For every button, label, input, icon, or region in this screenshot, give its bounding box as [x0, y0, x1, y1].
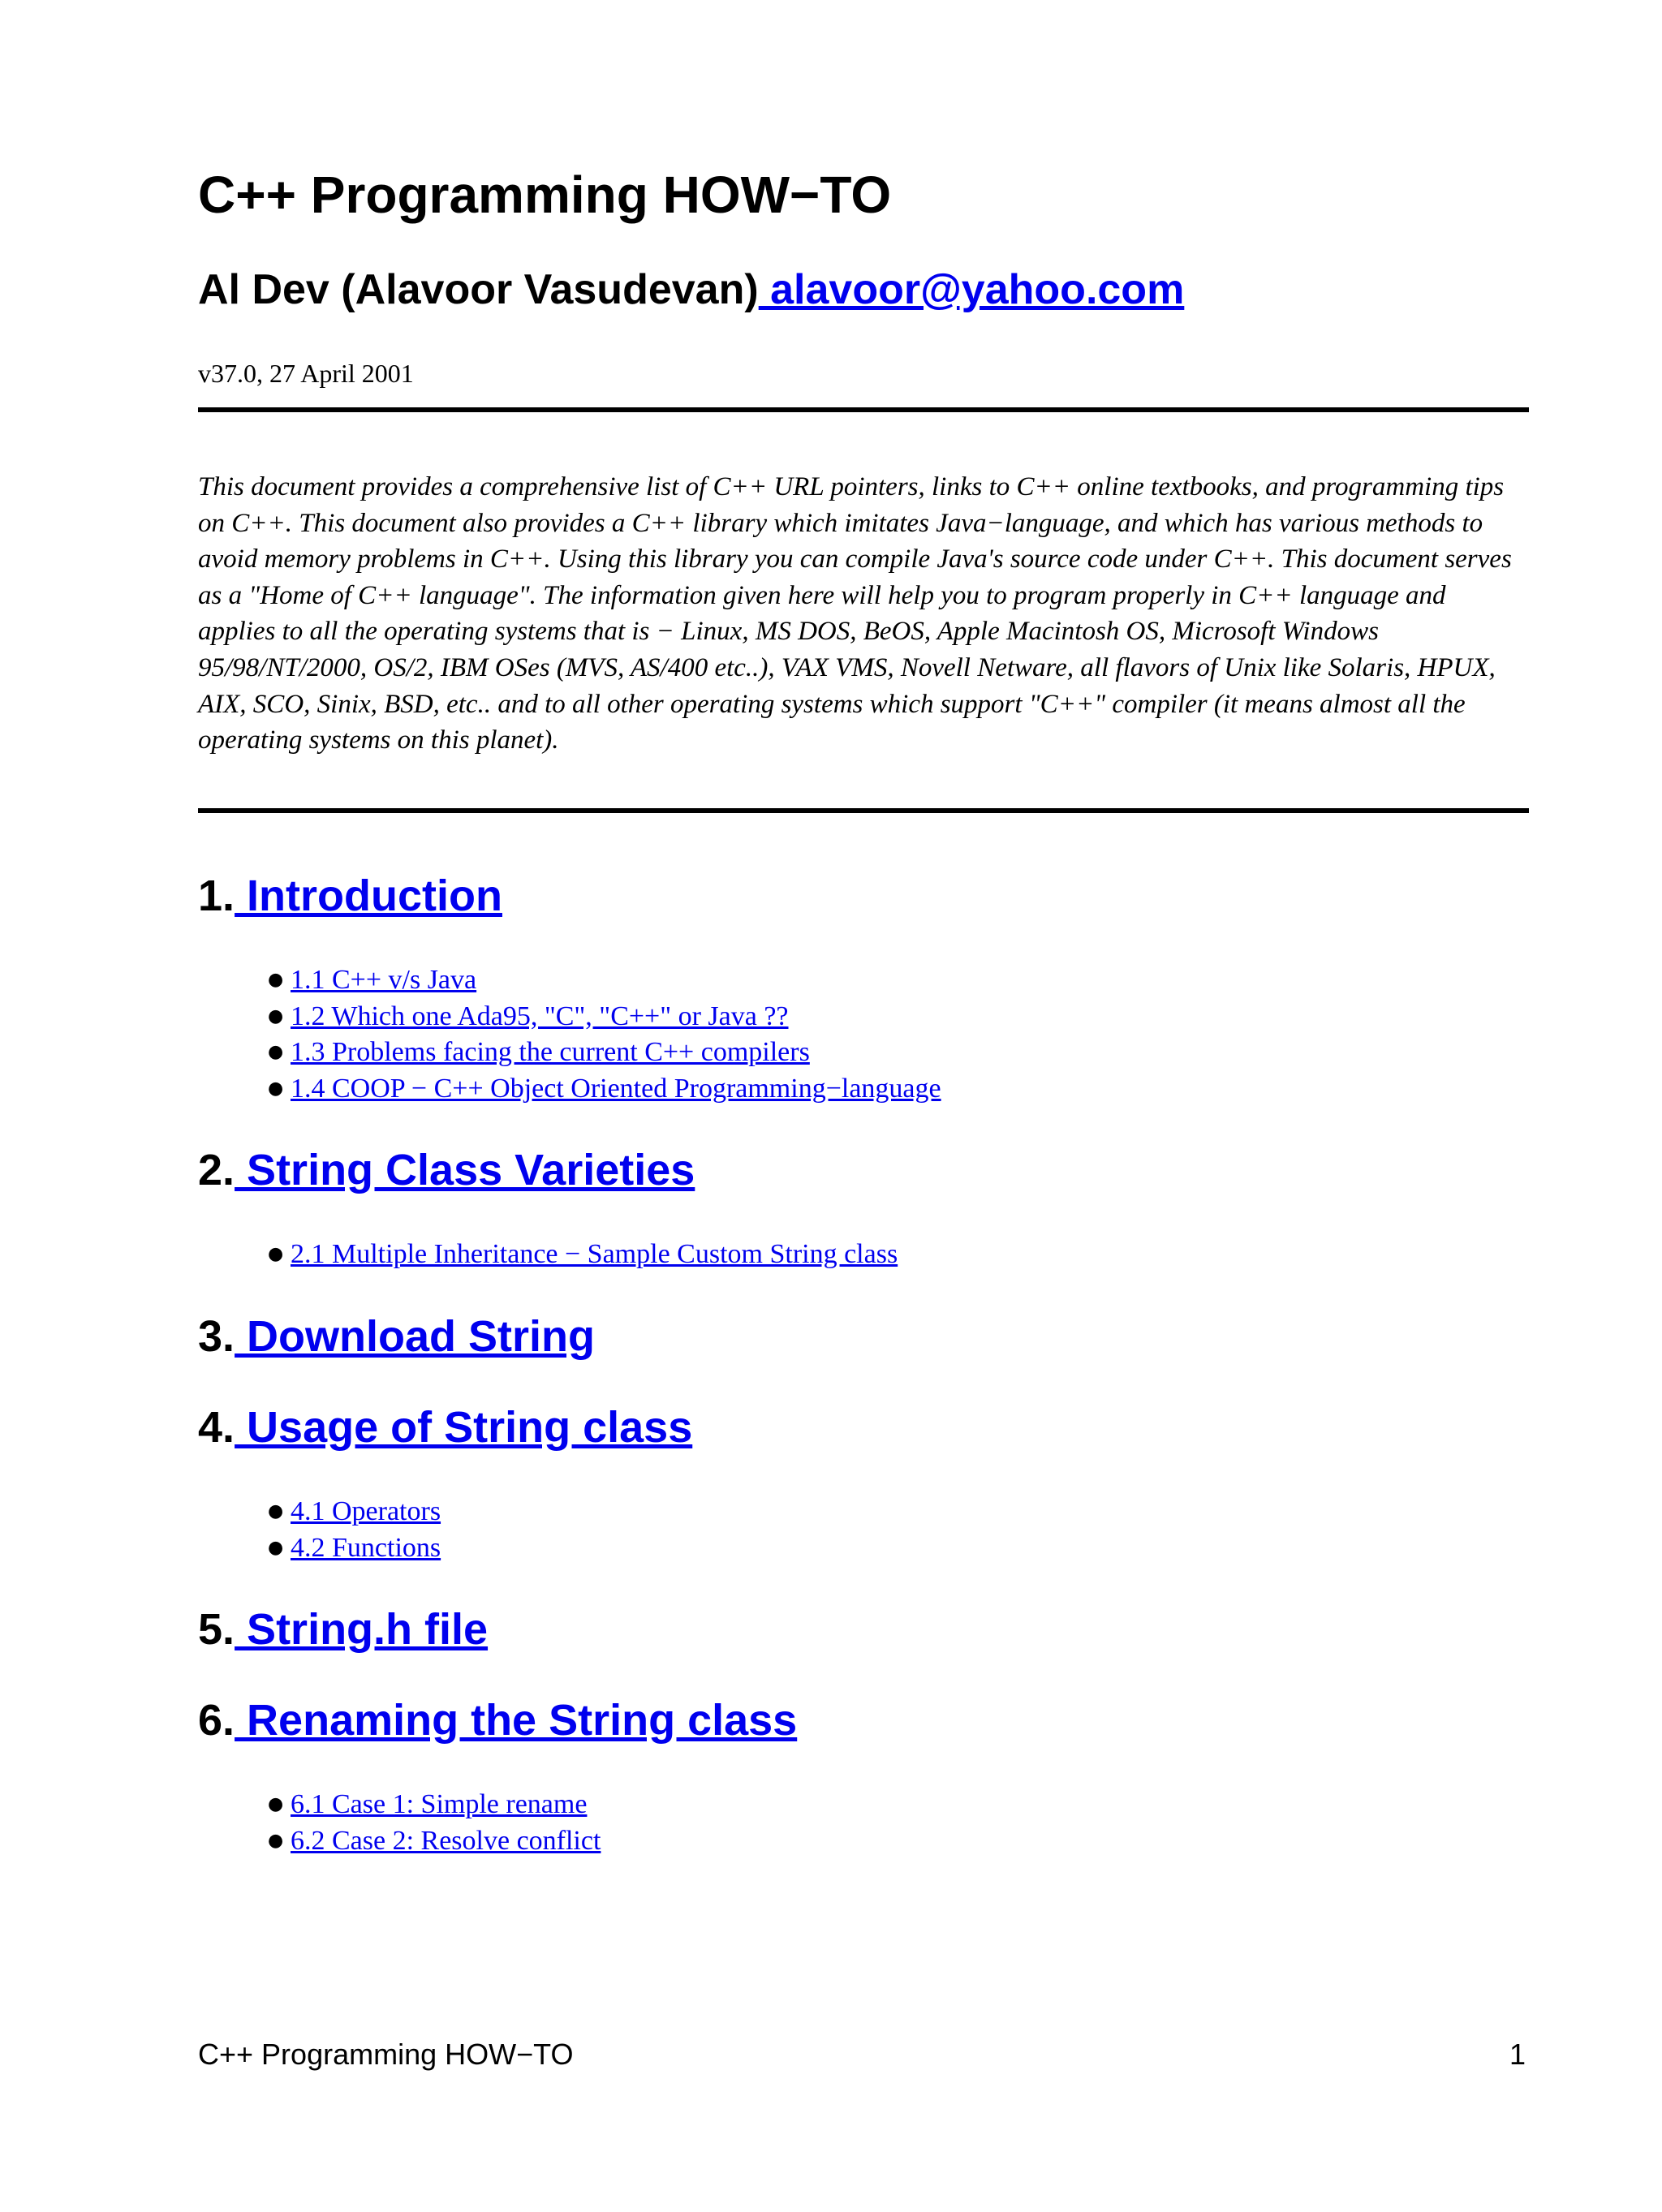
section-number: 2.: [198, 1146, 235, 1195]
author-email-link[interactable]: alavoor@yahoo.com: [758, 266, 1185, 313]
section-heading: [198, 1143, 1529, 1198]
subsection-link[interactable]: 2.1 Multiple Inheritance − Sample Custom String class: [291, 1239, 898, 1270]
toc-section-1: [198, 868, 1529, 1107]
section-link-download-string[interactable]: Download String: [235, 1311, 596, 1361]
section-number: 5.: [198, 1605, 235, 1655]
horizontal-rule-top: [198, 407, 1529, 412]
section-link-renaming-the-string-class[interactable]: Renaming the String class: [235, 1696, 798, 1745]
toc-section-5: [198, 1602, 1529, 1657]
subsection-link[interactable]: 1.3 Problems facing the current C++ compilers: [291, 1037, 810, 1068]
list-item: [268, 1494, 1529, 1530]
document-title: C++ Programming HOW−TO: [198, 166, 892, 224]
footer-title: C++ Programming HOW−TO: [198, 2038, 574, 2071]
subsection-link[interactable]: 1.4 COOP − C++ Object Oriented Programming−language: [291, 1073, 941, 1104]
list-item: [268, 1071, 1529, 1108]
bullet-icon: ●: [268, 1830, 284, 1851]
bullet-icon: ●: [268, 1078, 284, 1099]
bullet-icon: ●: [268, 1794, 284, 1815]
section-heading: [198, 1602, 1529, 1657]
section-heading: [198, 868, 1529, 923]
table-of-contents: [198, 868, 1529, 1859]
toc-section-3: [198, 1309, 1529, 1364]
list-item: [268, 1237, 1529, 1273]
section-heading: [198, 1693, 1529, 1748]
section-number: 1.: [198, 871, 235, 920]
subsection-link[interactable]: 4.1 Operators: [291, 1495, 441, 1526]
subsection-list: [268, 1787, 1529, 1859]
bullet-icon: ●: [268, 970, 284, 990]
section-link-introduction[interactable]: Introduction: [235, 871, 502, 920]
section-number: 3.: [198, 1311, 235, 1361]
section-heading: [198, 1309, 1529, 1364]
version-date: v37.0, 27 April 2001: [198, 359, 414, 388]
horizontal-rule-bottom: [198, 808, 1529, 813]
toc-section-2: [198, 1143, 1529, 1273]
author-name: Al Dev (Alavoor Vasudevan): [198, 266, 759, 313]
section-heading: [198, 1400, 1529, 1455]
bullet-icon: ●: [268, 1042, 284, 1063]
list-item: [268, 999, 1529, 1035]
author-line: [198, 263, 1184, 316]
list-item: [268, 1823, 1529, 1860]
subsection-link[interactable]: 6.1 Case 1: Simple rename: [291, 1789, 588, 1820]
section-number: 4.: [198, 1402, 235, 1452]
bullet-icon: ●: [268, 1005, 284, 1026]
subsection-link[interactable]: 4.2 Functions: [291, 1532, 441, 1563]
subsection-list: [268, 1237, 1529, 1273]
bullet-icon: ●: [268, 1537, 284, 1558]
toc-section-6: [198, 1693, 1529, 1859]
bullet-icon: ●: [268, 1244, 284, 1265]
list-item: [268, 962, 1529, 999]
toc-section-4: [198, 1400, 1529, 1566]
section-number: 6.: [198, 1696, 235, 1745]
section-link-string-h-file[interactable]: String.h file: [235, 1605, 489, 1655]
subsection-list: [268, 962, 1529, 1107]
subsection-list: [268, 1494, 1529, 1566]
subsection-link[interactable]: 1.1 C++ v/s Java: [291, 965, 477, 995]
list-item: [268, 1787, 1529, 1823]
abstract-paragraph: This document provides a comprehensive list of C++ URL pointers, links to C++ online textbooks, and programming tips on C++. This document also provides a C++ library which imitates Java−language, and which has various methods to avoid memory problems in C++. Using this library you can compile Java's source code under C++. This document serves as a "Home of C++ language". The information given here will help you to program properly in C++ language and applies to all the operating systems that is − Linux, MS DOS, BeOS, Apple Macintosh OS, Microsoft Windows 95/98/NT/2000, OS/2, IBM OSes (MVS, AS/400 etc..), VAX VMS, Novell Netware, all flavors of Unix like Solaris, HPUX, AIX, SCO, Sinix, BSD, etc.. and to all other operating systems which support "C++" compiler (it means almost all the operating systems on this planet).: [198, 472, 1512, 755]
section-link-usage-of-string-class[interactable]: Usage of String class: [235, 1402, 693, 1452]
subsection-link[interactable]: 1.2 Which one Ada95, "C", "C++" or Java ??: [291, 1001, 789, 1031]
list-item: [268, 1035, 1529, 1071]
bullet-icon: ●: [268, 1500, 284, 1521]
footer-page-number: 1: [1509, 2038, 1526, 2071]
section-link-string-class-varieties[interactable]: String Class Varieties: [235, 1146, 695, 1195]
list-item: [268, 1530, 1529, 1567]
subsection-link[interactable]: 6.2 Case 2: Resolve conflict: [291, 1825, 601, 1856]
